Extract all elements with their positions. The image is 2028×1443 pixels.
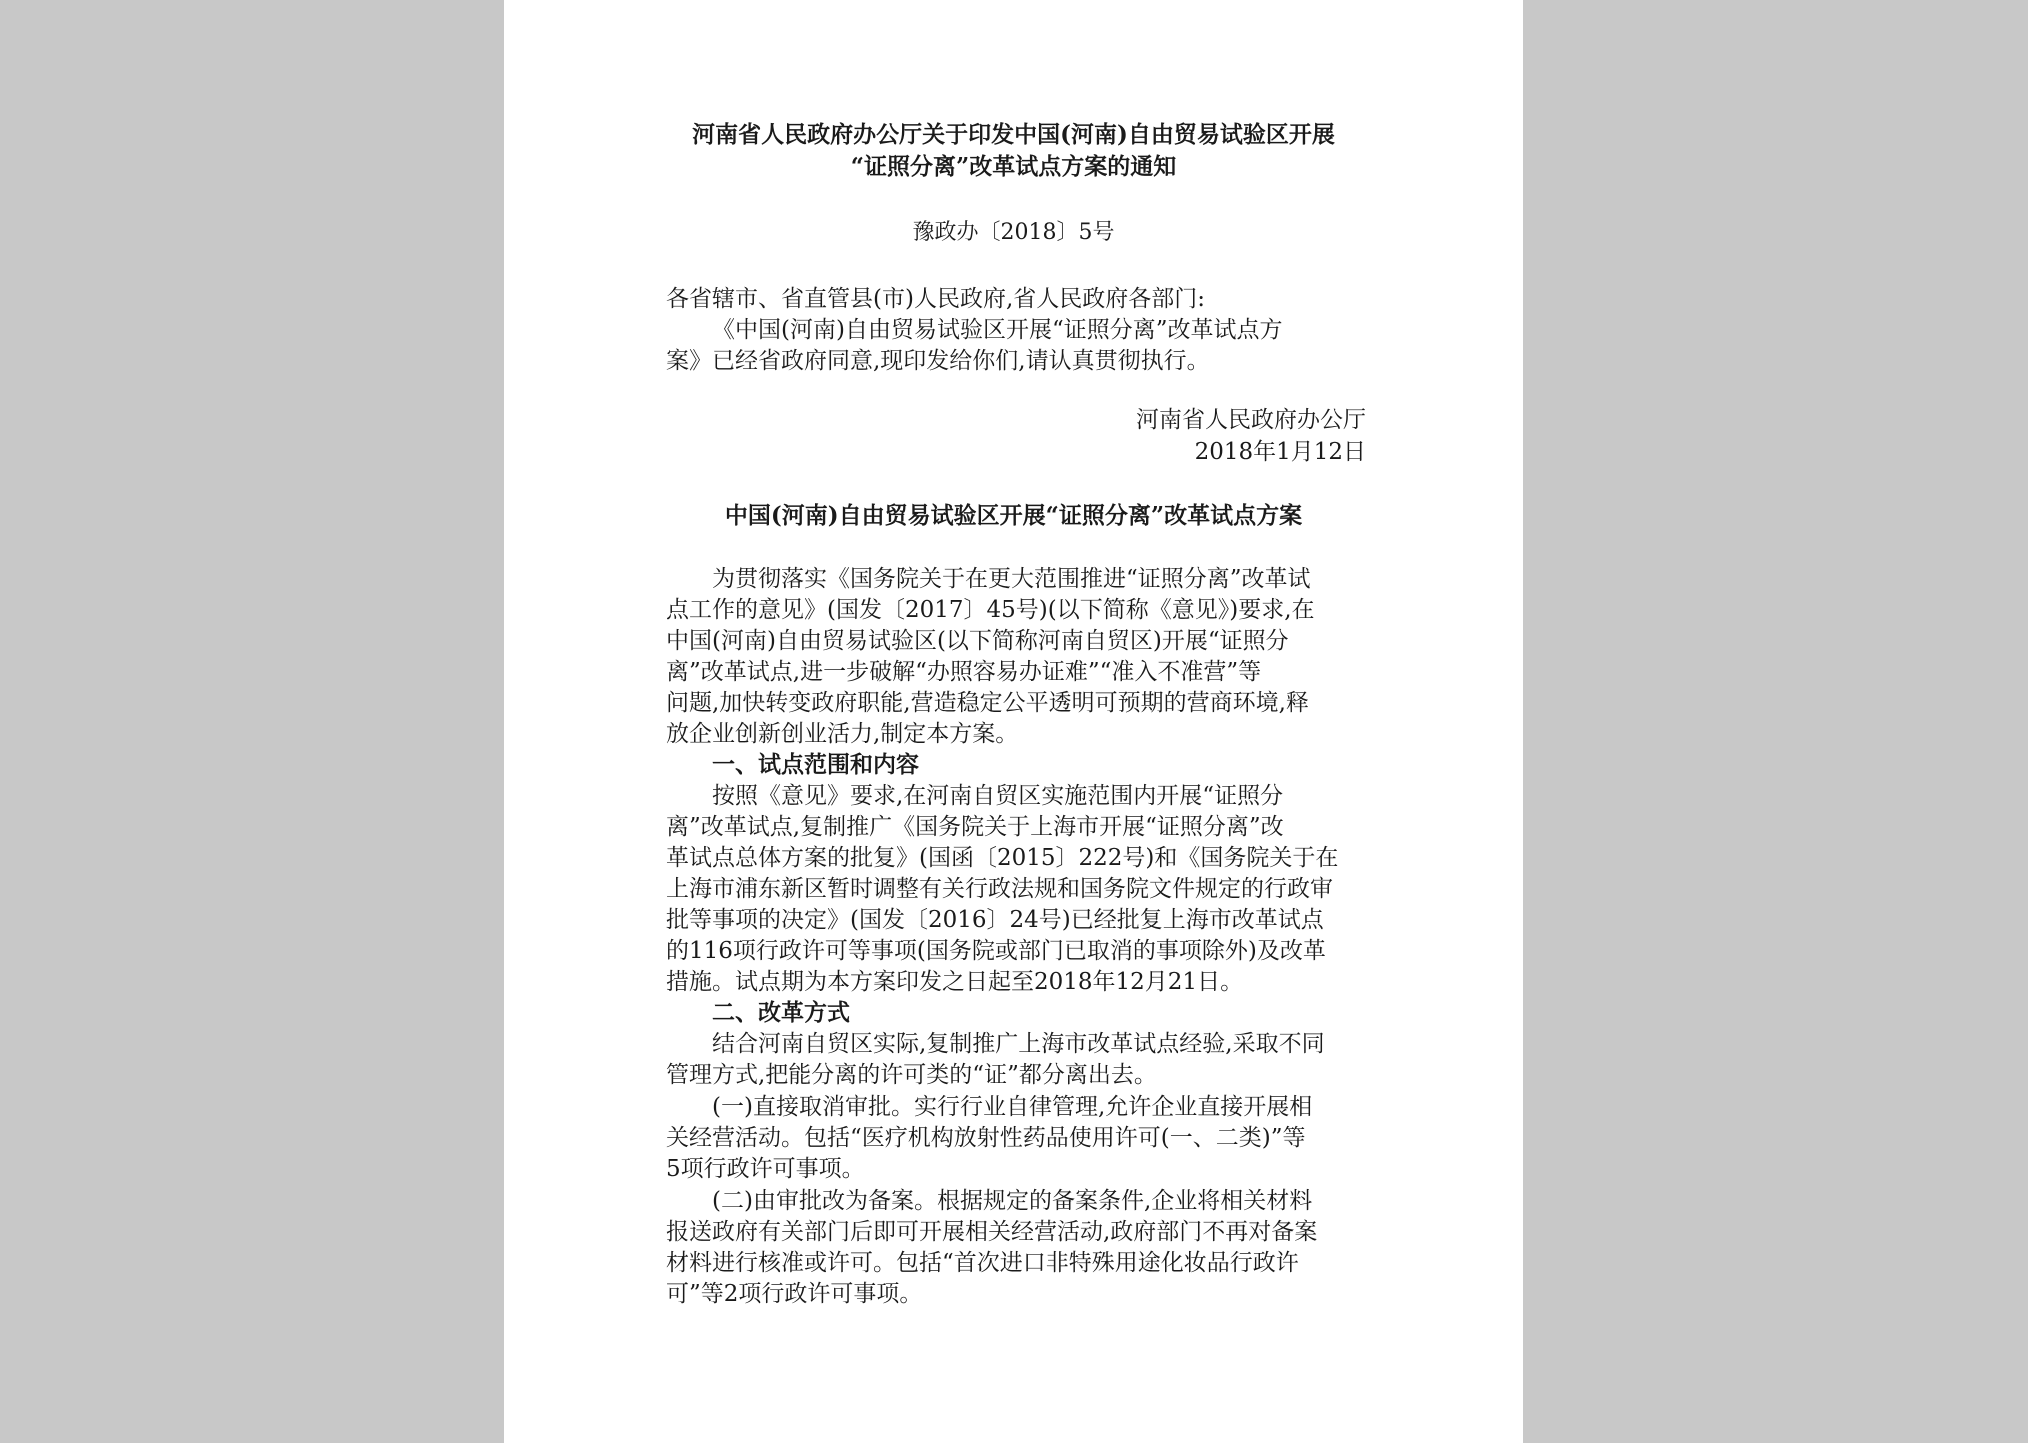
addressee: 各省辖市、省直管县(市)人民政府,省人民政府各部门: (666, 286, 1206, 312)
item-2-line-2: 报送政府有关部门后即可开展相关经营活动,政府部门不再对备案 (666, 1219, 1318, 1245)
signature-org: 河南省人民政府办公厅 (1136, 407, 1366, 433)
document-page (504, 0, 1523, 1443)
signature-date: 2018年1月12日 (1194, 439, 1366, 465)
intro-line-6: 放企业创新创业活力,制定本方案。 (666, 721, 1019, 747)
intro-line-2: 点工作的意见》(国发〔2017〕45号)(以下简称《意见》)要求,在 (666, 597, 1315, 623)
section-1-line-3: 革试点总体方案的批复》(国函〔2015〕222号)和《国务院关于在 (666, 845, 1339, 871)
notice-body-line-2: 案》已经省政府同意,现印发给你们,请认真贯彻执行。 (666, 348, 1210, 374)
section-2-line-1: 结合河南自贸区实际,复制推广上海市改革试点经验,采取不同 (712, 1031, 1325, 1057)
notice-body-line-1: 《中国(河南)自由贸易试验区开展“证照分离”改革试点方 (712, 317, 1283, 343)
section-2-heading: 二、改革方式 (712, 999, 850, 1026)
intro-line-4: 离”改革试点,进一步破解“办照容易办证难”“准入不准营”等 (666, 659, 1262, 685)
section-1-line-2: 离”改革试点,复制推广《国务院关于上海市开展“证照分离”改 (666, 814, 1284, 840)
section-2-line-2: 管理方式,把能分离的许可类的“证”都分离出去。 (666, 1062, 1157, 1088)
section-1-line-4: 上海市浦东新区暂时调整有关行政法规和国务院文件规定的行政审 (666, 876, 1333, 902)
section-1-line-6: 的116项行政许可等事项(国务院或部门已取消的事项除外)及改革 (666, 938, 1326, 964)
item-2-line-3: 材料进行核准或许可。包括“首次进口非特殊用途化妆品行政许 (666, 1250, 1299, 1276)
item-2-line-4: 可”等2项行政许可事项。 (666, 1281, 923, 1307)
section-1-line-1: 按照《意见》要求,在河南自贸区实施范围内开展“证照分 (712, 783, 1284, 809)
item-2-line-1: (二)由审批改为备案。根据规定的备案条件,企业将相关材料 (712, 1188, 1313, 1214)
section-1-heading: 一、试点范围和内容 (712, 751, 919, 778)
intro-line-1: 为贯彻落实《国务院关于在更大范围推进“证照分离”改革试 (712, 566, 1311, 592)
section-1-line-5: 批等事项的决定》(国发〔2016〕24号)已经批复上海市改革试点 (666, 907, 1324, 933)
item-1-line-2: 关经营活动。包括“医疗机构放射性药品使用许可(一、二类)”等 (666, 1125, 1306, 1151)
document-title-line-2: “证照分离”改革试点方案的通知 (850, 153, 1177, 180)
intro-line-5: 问题,加快转变政府职能,营造稳定公平透明可预期的营商环境,释 (666, 690, 1309, 716)
document-number: 豫政办〔2018〕5号 (912, 220, 1115, 245)
item-1-line-1: (一)直接取消审批。实行行业自律管理,允许企业直接开展相 (712, 1094, 1313, 1120)
item-1-line-3: 5项行政许可事项。 (666, 1156, 865, 1182)
plan-title: 中国(河南)自由贸易试验区开展“证照分离”改革试点方案 (724, 502, 1303, 529)
section-1-line-7: 措施。试点期为本方案印发之日起至2018年12月21日。 (666, 969, 1244, 995)
document-title-line-1: 河南省人民政府办公厅关于印发中国(河南)自由贸易试验区开展 (692, 121, 1335, 148)
intro-line-3: 中国(河南)自由贸易试验区(以下简称河南自贸区)开展“证照分 (666, 628, 1289, 654)
